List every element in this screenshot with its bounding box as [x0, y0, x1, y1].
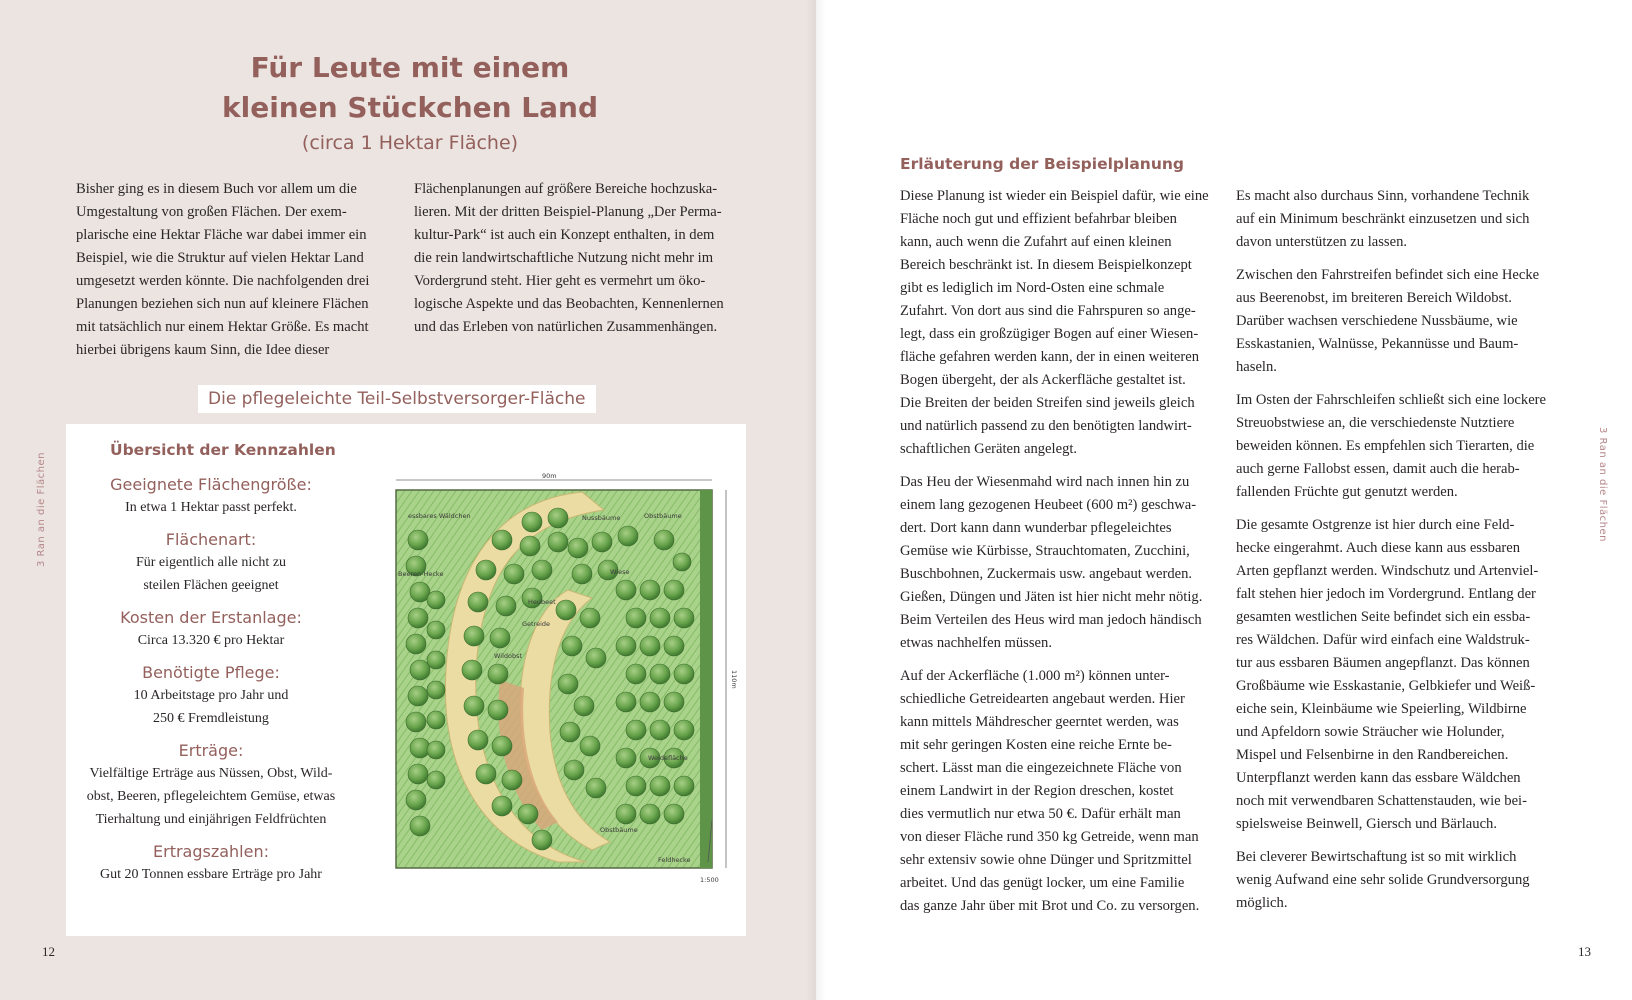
page-title-line1: Für Leute mit einem: [250, 51, 570, 84]
text-line: und Apfeldorn sowie Sträucher wie Holunder,: [1236, 724, 1505, 740]
plan-label-height: 110m: [730, 670, 738, 689]
text-line: dert. Dort kann dann wunderbar pflegeleichtes: [900, 520, 1172, 536]
text-line: kultur-Park“ ist auch ein Konzept enthalten, in dem: [414, 227, 715, 243]
text-line: gibt es lediglich im Nord-Osten eine schmale: [900, 280, 1165, 296]
fact-value-line: Gut 20 Tonnen essbare Erträge pro Jahr: [100, 867, 322, 882]
plan-tree: [618, 526, 638, 546]
text-line: sehr extensiv sowie ohne Dünger und Spritzmittel: [900, 852, 1192, 868]
fact-label: Flächenart:: [165, 530, 257, 549]
plan-tree: [468, 592, 488, 612]
plan-tree: [532, 560, 552, 580]
intro-column-2: [414, 178, 724, 339]
text-line: legt, dass ein großzügiger Bogen auf einer Wiesen-: [900, 326, 1199, 342]
plan-tree: [548, 532, 568, 552]
plan-tree: [408, 608, 428, 628]
plan-tree: [626, 720, 646, 740]
chapter-side-tab-right: 3 Ran an die Flächen: [1597, 427, 1608, 542]
plan-tree: [558, 674, 578, 694]
chapter-side-tab-left: 3 Ran an die Flächen: [36, 452, 47, 567]
text-line: Zwischen den Fahrstreifen befindet sich eine Hecke: [1236, 267, 1540, 283]
text-line: mit tatsächlich nur einem Hektar Größe. Es macht: [76, 319, 369, 335]
plan-tree: [616, 580, 636, 600]
plan-tree: [476, 764, 496, 784]
plan-tree: [492, 796, 512, 816]
plan-tree: [650, 664, 670, 684]
text-line: res Wäldchen. Dafür wird einfach eine Waldstruk-: [1236, 632, 1530, 648]
fact-value-line: obst, Beeren, pflegeleichtem Gemüse, etwas: [86, 789, 336, 804]
text-line: eiche sein, Kleinbäume wie Speierling, Wildbirne: [1236, 701, 1527, 717]
plan-tree: [673, 553, 691, 571]
text-line: noch mit verwendbaren Schattenstauden, wie bei-: [1236, 793, 1527, 809]
fact-label: Geeignete Flächengröße:: [110, 475, 312, 494]
plan-label-heubeet: Heubeet: [528, 598, 556, 606]
fact-value: [70, 762, 352, 831]
plan-tree: [616, 636, 636, 656]
text-line: Beispiel, wie die Struktur auf vielen Hektar Land: [76, 250, 364, 266]
plan-tree: [572, 564, 592, 584]
plan-tree: [496, 596, 516, 616]
plan-tree: [427, 771, 445, 789]
plan-tree: [616, 692, 636, 712]
plan-label-feldhecke: Feldhecke: [658, 856, 691, 864]
plan-tree: [664, 580, 684, 600]
plan-tree: [574, 696, 594, 716]
text-line: und das Erleben von natürlichen Zusammenhängen.: [414, 319, 718, 335]
text-line: Flächenplanungen auf größere Bereiche hochzuska-: [414, 181, 718, 197]
plan-tree: [664, 636, 684, 656]
plan-tree: [674, 664, 694, 684]
plan-tree: [427, 591, 445, 609]
paragraph-gap: [900, 655, 1209, 665]
plan-tree: [462, 660, 482, 680]
text-line: Planungen beziehen sich nun auf kleinere Flächen: [76, 296, 369, 312]
text-line: plarische eine Hektar Fläche war dabei immer ein: [76, 227, 367, 243]
plan-tree: [560, 722, 580, 742]
text-line: haseln.: [1236, 359, 1277, 375]
fact-value-line: Tierhaltung und einjährigen Feldfrüchten: [95, 812, 327, 827]
plan-tree: [650, 720, 670, 740]
text-line: Buschbohnen, Zuckermais usw. angebaut werden.: [900, 566, 1193, 582]
plan-label-wildobst: Wildobst: [494, 652, 523, 660]
fact-value: [70, 629, 352, 652]
plan-label-scale: 1:500: [700, 876, 719, 884]
plan-tree: [586, 648, 606, 668]
text-line: Unterpflanzt werden kann das essbare Wäldchen: [1236, 770, 1521, 786]
plan-tree: [522, 512, 542, 532]
plan-tree: [626, 776, 646, 796]
plan-tree: [654, 530, 674, 550]
text-line: Es macht also durchaus Sinn, vorhandene Technik: [1236, 188, 1530, 204]
text-line: fläche gefahren werden kann, der in einen weiteren: [900, 349, 1200, 365]
fact-value: [70, 496, 352, 519]
text-line: auch gerne Fallobst essen, damit auch die herab-: [1236, 461, 1520, 477]
plan-tree: [650, 776, 670, 796]
plan-label-obstbaeume-top: Obstbäume: [644, 512, 682, 520]
section-title: Die pflegeleichte Teil-Selbstversorger-Fläche: [198, 385, 596, 413]
paragraph-gap: [1236, 379, 1546, 389]
fact-value-line: steilen Flächen geeignet: [143, 578, 279, 593]
plan-tree: [427, 681, 445, 699]
plan-label-obstbaeume-bottom: Obstbäume: [600, 826, 638, 834]
plan-tree: [586, 778, 606, 798]
text-line: Fläche noch gut und effizient befahrbar bleiben: [900, 211, 1177, 227]
plan-tree: [664, 804, 684, 824]
text-line: möglich.: [1236, 895, 1288, 911]
plan-tree: [520, 536, 540, 556]
text-line: Darüber wachsen verschiedene Nussbäume, wie: [1236, 313, 1518, 329]
text-line: kann mittels Mähdrescher geerntet werden, was: [900, 714, 1179, 730]
text-line: schaftlichen Geräten angelegt.: [900, 441, 1078, 457]
text-line: Großbäume wie Esskastanie, Gelbkiefer und Weiß-: [1236, 678, 1536, 694]
plan-tree: [674, 720, 694, 740]
text-line: arbeitet. Und das genügt locker, um eine Familie: [900, 875, 1185, 891]
plan-tree: [408, 686, 428, 706]
fact-label: Erträge:: [178, 741, 244, 760]
text-line: aus Beerenobst, im breiteren Bereich Wildobst.: [1236, 290, 1512, 306]
fact-value-line: Für eigentlich alle nicht zu: [135, 555, 287, 570]
page-number-right: 13: [1578, 944, 1591, 959]
site-plan-illustration: [382, 470, 738, 890]
plan-tree: [464, 626, 484, 646]
text-line: beweiden können. Es empfehlen sich Tierarten, die: [1236, 438, 1535, 454]
text-line: einem lang gezogenen Heubeet (600 m²) geschwa-: [900, 497, 1197, 513]
fact-label: Ertragszahlen:: [153, 842, 269, 861]
plan-tree: [488, 664, 508, 684]
plan-tree: [406, 634, 426, 654]
fact-value-line: Vielfältige Erträge aus Nüssen, Obst, Wild-: [89, 766, 333, 781]
plan-tree: [490, 628, 510, 648]
plan-tree: [427, 741, 445, 759]
fact-value: [70, 863, 352, 886]
right-page-heading: Erläuterung der Beispielplanung: [900, 155, 1184, 173]
plan-tree: [464, 696, 484, 716]
text-line: tur aus essbaren Bäumen angepflanzt. Das können: [1236, 655, 1530, 671]
plan-tree: [492, 736, 512, 756]
plan-tree: [408, 764, 428, 784]
plan-tree: [580, 608, 600, 628]
plan-tree: [502, 770, 522, 790]
plan-tree: [492, 530, 512, 550]
plan-tree: [562, 636, 582, 656]
plan-tree: [564, 760, 584, 780]
plan-tree: [408, 530, 428, 550]
text-line: etwas nachhelfen müssen.: [900, 635, 1052, 651]
plan-tree: [468, 730, 488, 750]
plan-east-hedge: [700, 490, 712, 868]
paragraph-gap: [900, 461, 1209, 471]
text-line: Diese Planung ist wieder ein Beispiel dafür, wie eine: [900, 188, 1209, 204]
key-figures-panel: [66, 424, 746, 936]
plan-tree: [592, 532, 612, 552]
plan-label-waeldchen: essbares Wäldchen: [408, 512, 471, 520]
plan-label-beeren-hecke: Beeren-Hecke: [398, 570, 444, 578]
plan-tree: [650, 608, 670, 628]
book-gutter: [806, 0, 826, 1000]
plan-tree: [406, 712, 426, 732]
fact-value-line: In etwa 1 Hektar passt perfekt.: [125, 500, 297, 515]
text-line: kann, auch wenn die Zufahrt auf einen kleinen: [900, 234, 1172, 250]
plan-tree: [568, 538, 588, 558]
text-line: Vordergrund steht. Hier geht es vermehrt um öko-: [414, 273, 706, 289]
text-line: Zufahrt. Von dort aus sind die Fahrspuren so ange-: [900, 303, 1196, 319]
plan-tree: [640, 804, 660, 824]
text-line: Gemüse wie Kürbisse, Strauchtomaten, Zucchini,: [900, 543, 1190, 559]
paragraph-gap: [1236, 836, 1546, 846]
plan-tree: [504, 564, 524, 584]
text-line: Arten gepflanzt werden. Windschutz und Artenviel-: [1236, 563, 1539, 579]
text-line: Bereich beschränkt ist. In diesem Beispielkonzept: [900, 257, 1192, 273]
plan-tree: [664, 692, 684, 712]
plan-tree: [410, 816, 430, 836]
plan-tree: [626, 608, 646, 628]
text-line: hecke eingerahmt. Auch diese kann aus essbaren: [1236, 540, 1521, 556]
text-line: schert. Lässt man die eingezeichnete Fläche von: [900, 760, 1182, 776]
page-title-line2: kleinen Stückchen Land: [221, 91, 599, 124]
text-line: davon unterstützen zu lassen.: [1236, 234, 1408, 250]
text-line: Das Heu der Wiesenmahd wird nach innen hin zu: [900, 474, 1190, 490]
plan-tree: [556, 600, 576, 620]
text-line: spielsweise Beinwell, Giersch und Bärlauch.: [1236, 816, 1497, 832]
fact-value: [70, 684, 352, 730]
plan-tree: [674, 608, 694, 628]
plan-tree: [548, 508, 568, 528]
text-line: Streuobstwiese an, die verschiedenste Nutztiere: [1236, 415, 1515, 431]
text-line: die rein landwirtschaftliche Nutzung nicht mehr im: [414, 250, 714, 266]
text-line: Bisher ging es in diesem Buch vor allem um die: [76, 181, 357, 197]
plan-tree: [616, 748, 636, 768]
fact-label: Benötigte Pflege:: [142, 663, 280, 682]
fact-value-line: 250 € Fremdleistung: [153, 711, 269, 726]
plan-tree: [518, 804, 538, 824]
text-line: umgesetzt werden könnte. Die nachfolgenden drei: [76, 273, 370, 289]
plan-label-wiese: Wiese: [610, 568, 630, 576]
plan-tree: [476, 560, 496, 580]
plan-tree: [580, 736, 600, 756]
text-line: Gießen, Düngen und Jäten ist hier nicht mehr nötig.: [900, 589, 1203, 605]
plan-tree: [427, 711, 445, 729]
text-line: Bogen übergeht, der als Ackerfläche gestaltet ist.: [900, 372, 1186, 388]
paragraph-gap: [1236, 254, 1546, 264]
fact-value-line: 10 Arbeitstage pro Jahr und: [133, 688, 289, 703]
text-line: auf ein Minimum beschränkt einzusetzen und sich: [1236, 211, 1530, 227]
text-line: Die gesamte Ostgrenze ist hier durch eine Feld-: [1236, 517, 1515, 533]
text-line: Beim Verteilen des Heus wird man jedoch händisch: [900, 612, 1202, 628]
text-line: einem Landwirt in der Region dreschen, kostet: [900, 783, 1174, 799]
plan-tree: [640, 636, 660, 656]
text-line: Im Osten der Fahrschleifen schließt sich eine lockere: [1236, 392, 1547, 408]
text-line: Auf der Ackerfläche (1.000 m²) können unter-: [900, 668, 1170, 684]
key-figures-list: [70, 474, 352, 886]
text-line: mit sehr geringen Kosten eine reiche Ernte be-: [900, 737, 1172, 753]
plan-tree: [488, 700, 508, 720]
plan-label-width: 90m: [542, 472, 557, 480]
text-line: logische Aspekte und das Beobachten, Kennenlernen: [414, 296, 724, 312]
text-line: wenig Aufwand eine sehr solide Grundversorgung: [1236, 872, 1530, 888]
plan-tree: [640, 692, 660, 712]
plan-label-getreide: Getreide: [522, 620, 551, 628]
text-line: Umgestaltung von großen Flächen. Der exem-: [76, 204, 347, 220]
page-number-left: 12: [42, 944, 55, 959]
text-line: und natürlich passend zu den benötigten landwirt-: [900, 418, 1192, 434]
text-line: von dieser Fläche rund 350 kg Getreide, wenn man: [900, 829, 1199, 845]
fact-label: Kosten der Erstanlage:: [120, 608, 302, 627]
fact-value: [70, 551, 352, 597]
paragraph-gap: [1236, 504, 1546, 514]
text-line: fallenden Früchte gut genutzt werden.: [1236, 484, 1458, 500]
plan-tree: [427, 621, 445, 639]
text-line: Mispel und Felsenbirne in den Randbereichen.: [1236, 747, 1509, 763]
text-line: Bei cleverer Bewirtschaftung ist so mit wirklich: [1236, 849, 1517, 865]
plan-tree: [406, 790, 426, 810]
text-line: Die Breiten der beiden Streifen sind jeweils gleich: [900, 395, 1195, 411]
page-subtitle: (circa 1 Hektar Fläche): [301, 132, 519, 154]
plan-tree: [674, 776, 694, 796]
fact-value-line: Circa 13.320 € pro Hektar: [137, 633, 285, 648]
plan-tree: [532, 830, 552, 850]
text-line: dies vermutlich nur etwa 50 €. Dafür erhält man: [900, 806, 1181, 822]
text-line: das ganze Jahr über mit Brot und Co. zu versorgen.: [900, 898, 1200, 914]
plan-label-weideflaeche: Weidefläche: [648, 754, 688, 762]
plan-tree: [410, 660, 430, 680]
plan-label-nussbaeume: Nussbäume: [582, 514, 621, 522]
plan-tree: [427, 651, 445, 669]
plan-tree: [640, 580, 660, 600]
body-column-1: [900, 185, 1209, 918]
body-column-2: [1236, 185, 1546, 915]
text-line: gesamten westlichen Seite befindet sich ein essba-: [1236, 609, 1531, 625]
text-line: lieren. Mit der dritten Beispiel-Planung „Der Perma-: [414, 204, 722, 220]
panel-heading: Übersicht der Kennzahlen: [110, 441, 336, 459]
plan-tree: [616, 804, 636, 824]
intro-column-1: [76, 178, 369, 362]
text-line: schiedliche Getreidearten angebaut werden. Hier: [900, 691, 1185, 707]
text-line: hierbei übrigens kaum Sinn, die Idee dieser: [76, 342, 330, 358]
plan-tree: [626, 664, 646, 684]
text-line: falt stehen hier jedoch im Vordergrund. Entlang der: [1236, 586, 1536, 602]
text-line: Esskastanien, Walnüsse, Pekannüsse und Baum-: [1236, 336, 1519, 352]
